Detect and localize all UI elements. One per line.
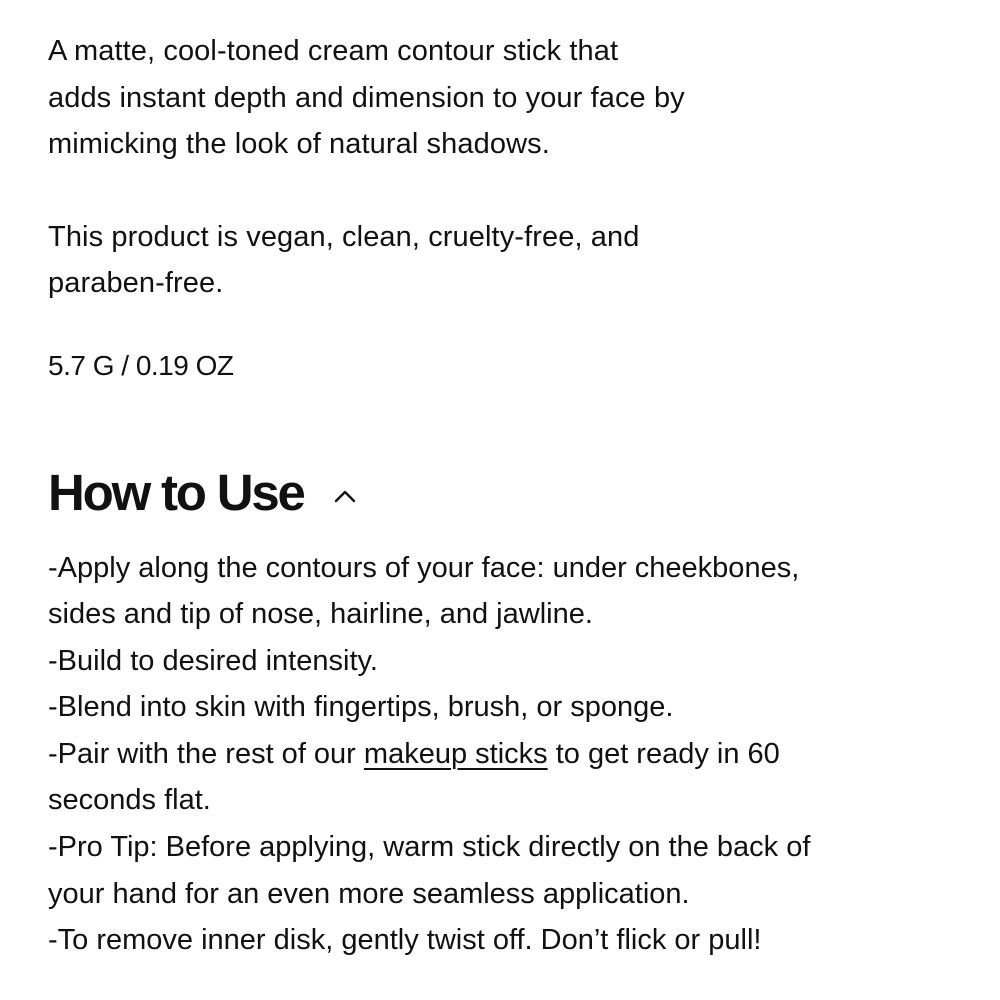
instruction-text: to get ready in 60 — [547, 737, 780, 770]
chevron-up-icon[interactable] — [332, 483, 358, 509]
instruction-line: -To remove inner disk, gently twist off. Don’t flick or pull! — [48, 924, 762, 957]
instruction-line: -Apply along the contours of your face: under cheekbones, — [48, 551, 800, 584]
instruction-line — [48, 731, 948, 778]
instruction-line: seconds flat. — [48, 784, 211, 817]
product-details — [48, 28, 948, 964]
product-description — [48, 28, 948, 168]
claims-line: paraben-free. — [48, 267, 224, 299]
section-title: How to Use — [48, 463, 304, 521]
instruction-line: -Pro Tip: Before applying, warm stick directly on the back of — [48, 831, 811, 864]
instruction-line: -Blend into skin with fingertips, brush, or sponge. — [48, 691, 674, 724]
instruction-text: -Pair with the rest of our — [48, 737, 364, 770]
description-line: mimicking the look of natural shadows. — [48, 128, 550, 160]
makeup-sticks-link[interactable]: makeup sticks — [363, 737, 548, 770]
instruction-line: -Build to desired intensity. — [48, 644, 378, 677]
how-to-use-toggle[interactable] — [48, 461, 948, 525]
product-size: 5.7 G / 0.19 OZ — [48, 349, 234, 381]
description-line: adds instant depth and dimension to your face by — [48, 81, 685, 114]
product-claims — [48, 214, 948, 307]
instruction-line: your hand for an even more seamless application. — [48, 877, 690, 910]
instruction-line: sides and tip of nose, hairline, and jawline. — [48, 598, 593, 631]
claims-line: This product is vegan, clean, cruelty-free, and — [48, 220, 640, 253]
description-line: A matte, cool-toned cream contour stick that — [48, 35, 619, 67]
how-to-use-instructions — [48, 545, 948, 964]
